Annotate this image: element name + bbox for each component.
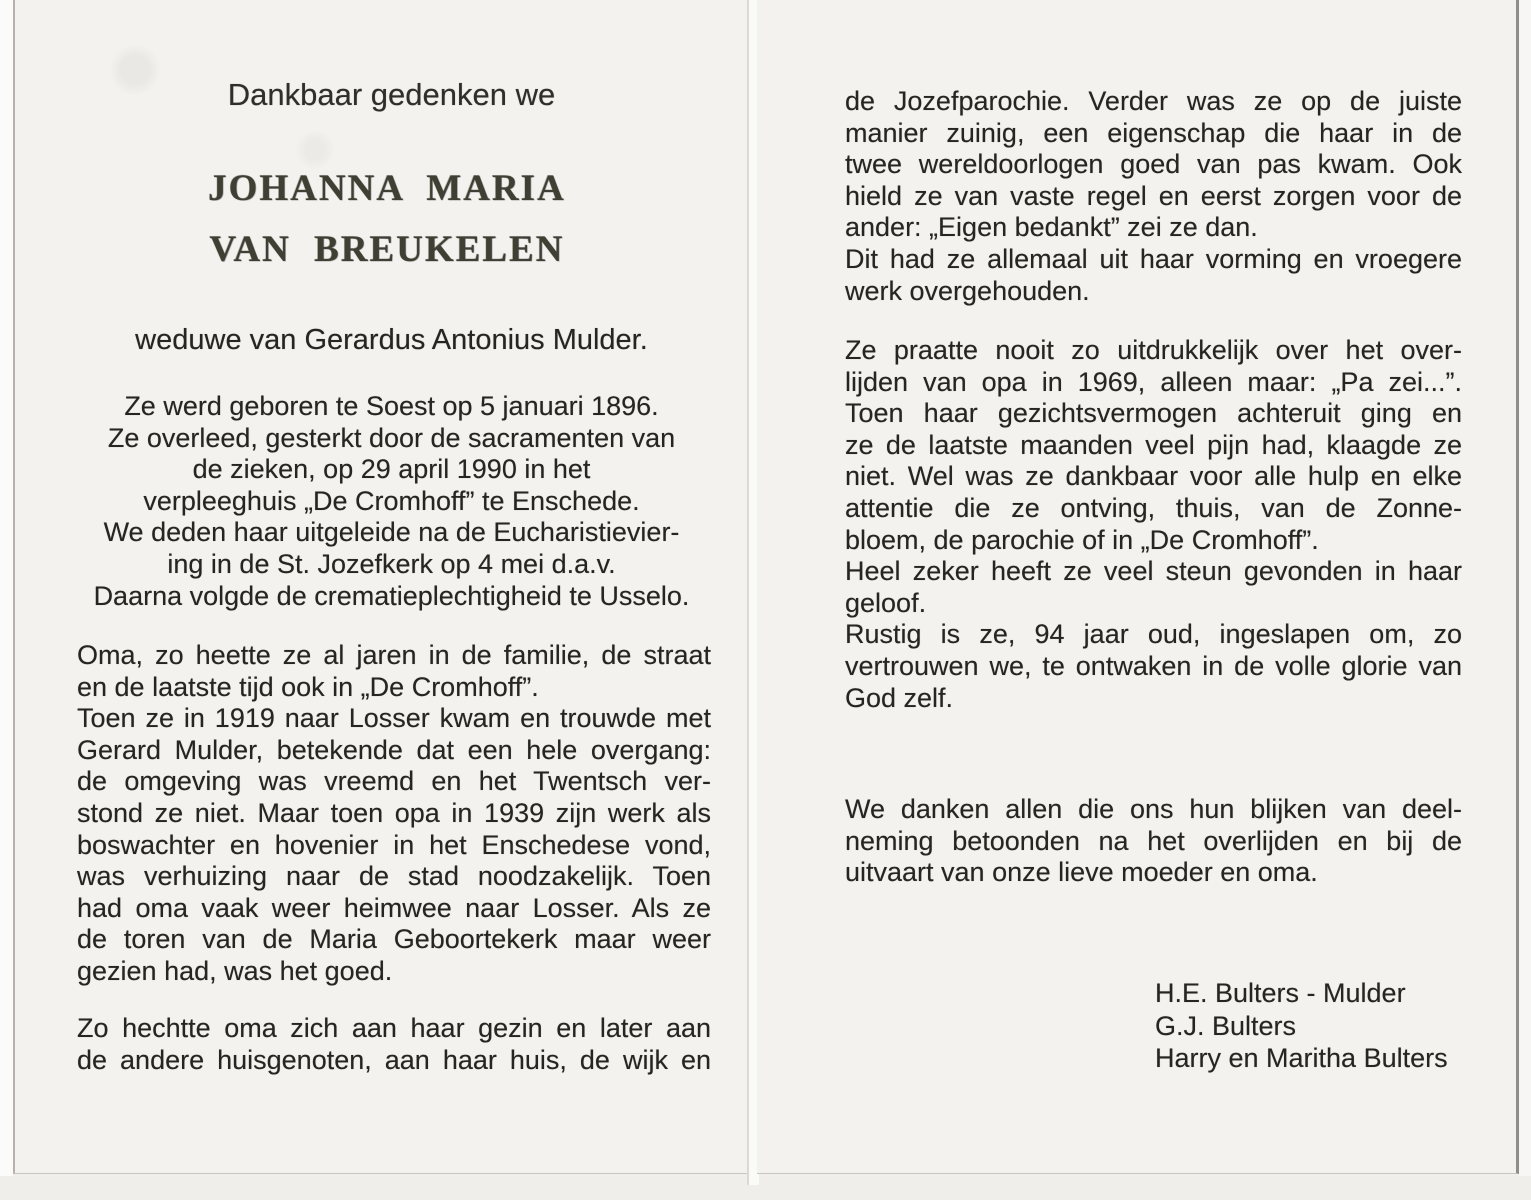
- text-line: Toen ze in 1919 naar Losser kwam en trouwde met: [77, 703, 711, 734]
- text-line: de omgeving was vreemd en het Twentsch ver-: [77, 766, 711, 797]
- text-line: ander: „Eigen bedankt” zei ze dan.: [845, 212, 1258, 243]
- text-line: Zo hechtte oma zich aan haar gezin en later aan: [77, 1013, 711, 1043]
- signature-line: Harry en Maritha Bulters: [1155, 1043, 1448, 1073]
- relation-line: weduwe van Gerardus Antonius Mulder.: [135, 324, 648, 356]
- text-line: uitvaart van onze lieve moeder en oma.: [845, 857, 1318, 888]
- text-line: bloem, de parochie of in „De Cromhoff”.: [845, 524, 1319, 555]
- scan-left-margin: [0, 0, 13, 1200]
- text-line: Ze overleed, gesterkt door de sacramenten van: [107, 422, 676, 453]
- text-line: en de laatste tijd ook in „De Cromhoff”.: [77, 671, 539, 702]
- text-line: hield ze van vaste regel en eerst zorgen voor de: [845, 180, 1462, 211]
- life-story-paragraph: [77, 640, 711, 988]
- signature-block: [1155, 977, 1476, 1075]
- text-line: twee wereldoorlogen goed van pas kwam. Ook: [845, 149, 1462, 180]
- signature-line: H.E. Bulters - Mulder: [1155, 978, 1406, 1008]
- thanks-paragraph: [845, 794, 1462, 889]
- text-line: verpleeghuis „De Cromhoff” te Enschede.: [143, 485, 640, 516]
- intro-line: Dankbaar gedenken we: [227, 77, 556, 112]
- text-line: Ze werd geboren te Soest op 5 januari 1896.: [124, 391, 659, 421]
- continuation-paragraph: [845, 86, 1462, 307]
- text-line: de zieken, op 29 april 1990 in het: [192, 454, 591, 485]
- closing-paragraph: [77, 1013, 711, 1076]
- text-line: ing in de St. Jozefkerk op 4 mei d.a.v.: [167, 548, 616, 579]
- text-line: de Jozefparochie. Verder was ze op de juiste: [845, 86, 1462, 116]
- text-line: attentie die ze ontving, thuis, van de Zonne-: [845, 492, 1462, 523]
- text-line: Daarna volgde de crematieplechtigheid te Usselo.: [93, 580, 690, 611]
- left-page: [13, 0, 749, 1174]
- text-line: de toren van de Maria Geboortekerk maar weer: [77, 924, 711, 955]
- text-line: had oma vaak weer heimwee naar Losser. Als ze: [77, 892, 711, 923]
- text-line: werk overgehouden.: [845, 275, 1090, 306]
- text-line: ze de laatste maanden veel pijn had, klaagde ze: [845, 429, 1462, 460]
- text-line: We danken allen die ons hun blijken van deel-: [845, 794, 1462, 824]
- text-line: niet. Wel was ze dankbaar voor alle hulp en elke: [845, 461, 1462, 492]
- text-line: neming betoonden na het overlijden en bij de: [845, 825, 1462, 856]
- deceased-name-line-2: VAN BREUKELEN: [209, 229, 565, 270]
- text-line: boswachter en hovenier in het Enschedese vond,: [77, 829, 711, 860]
- text-line: lijden van opa in 1969, alleen maar: „Pa zei...”.: [845, 366, 1462, 397]
- text-line: gezien had, was het goed.: [77, 955, 393, 986]
- text-line: manier zuinig, een eigenschap die haar in de: [845, 117, 1462, 148]
- text-line: vertrouwen we, te ontwaken in de volle glorie van: [845, 650, 1462, 681]
- text-line: Oma, zo heette ze al jaren in de familie, de straat: [77, 640, 711, 670]
- text-line: God zelf.: [845, 682, 954, 713]
- text-line: Rustig is ze, 94 jaar oud, ingeslapen om, zo: [845, 619, 1462, 650]
- dates-paragraph: [77, 391, 706, 612]
- text-line: Heel zeker heeft ze veel steun gevonden in haar: [845, 556, 1462, 587]
- text-line: geloof.: [845, 587, 927, 618]
- scan-bottom-margin: [0, 1176, 1531, 1200]
- memories-paragraph: [845, 335, 1462, 714]
- text-line: Gerard Mulder, betekende dat een hele overgang:: [77, 734, 711, 765]
- text-line: Toen haar gezichtsvermogen achteruit ging en: [845, 398, 1462, 429]
- text-line: de andere huisgenoten, aan haar huis, de wijk en: [77, 1044, 711, 1075]
- text-line: was verhuizing naar de stad noodzakelijk. Toen: [77, 861, 711, 892]
- text-line: Dit had ze allemaal uit haar vorming en vroegere: [845, 243, 1462, 274]
- deceased-name-line-1: JOHANNA MARIA: [208, 168, 566, 209]
- text-line: stond ze niet. Maar toen opa in 1939 zijn werk als: [77, 797, 711, 828]
- text-line: We deden haar uitgeleide na de Eucharistievier-: [103, 517, 680, 548]
- right-page: [757, 0, 1519, 1174]
- signature-line: G.J. Bulters: [1155, 1010, 1297, 1041]
- scan-right-margin: [1519, 0, 1531, 1200]
- text-line: Ze praatte nooit zo uitdrukkelijk over het over-: [845, 335, 1462, 365]
